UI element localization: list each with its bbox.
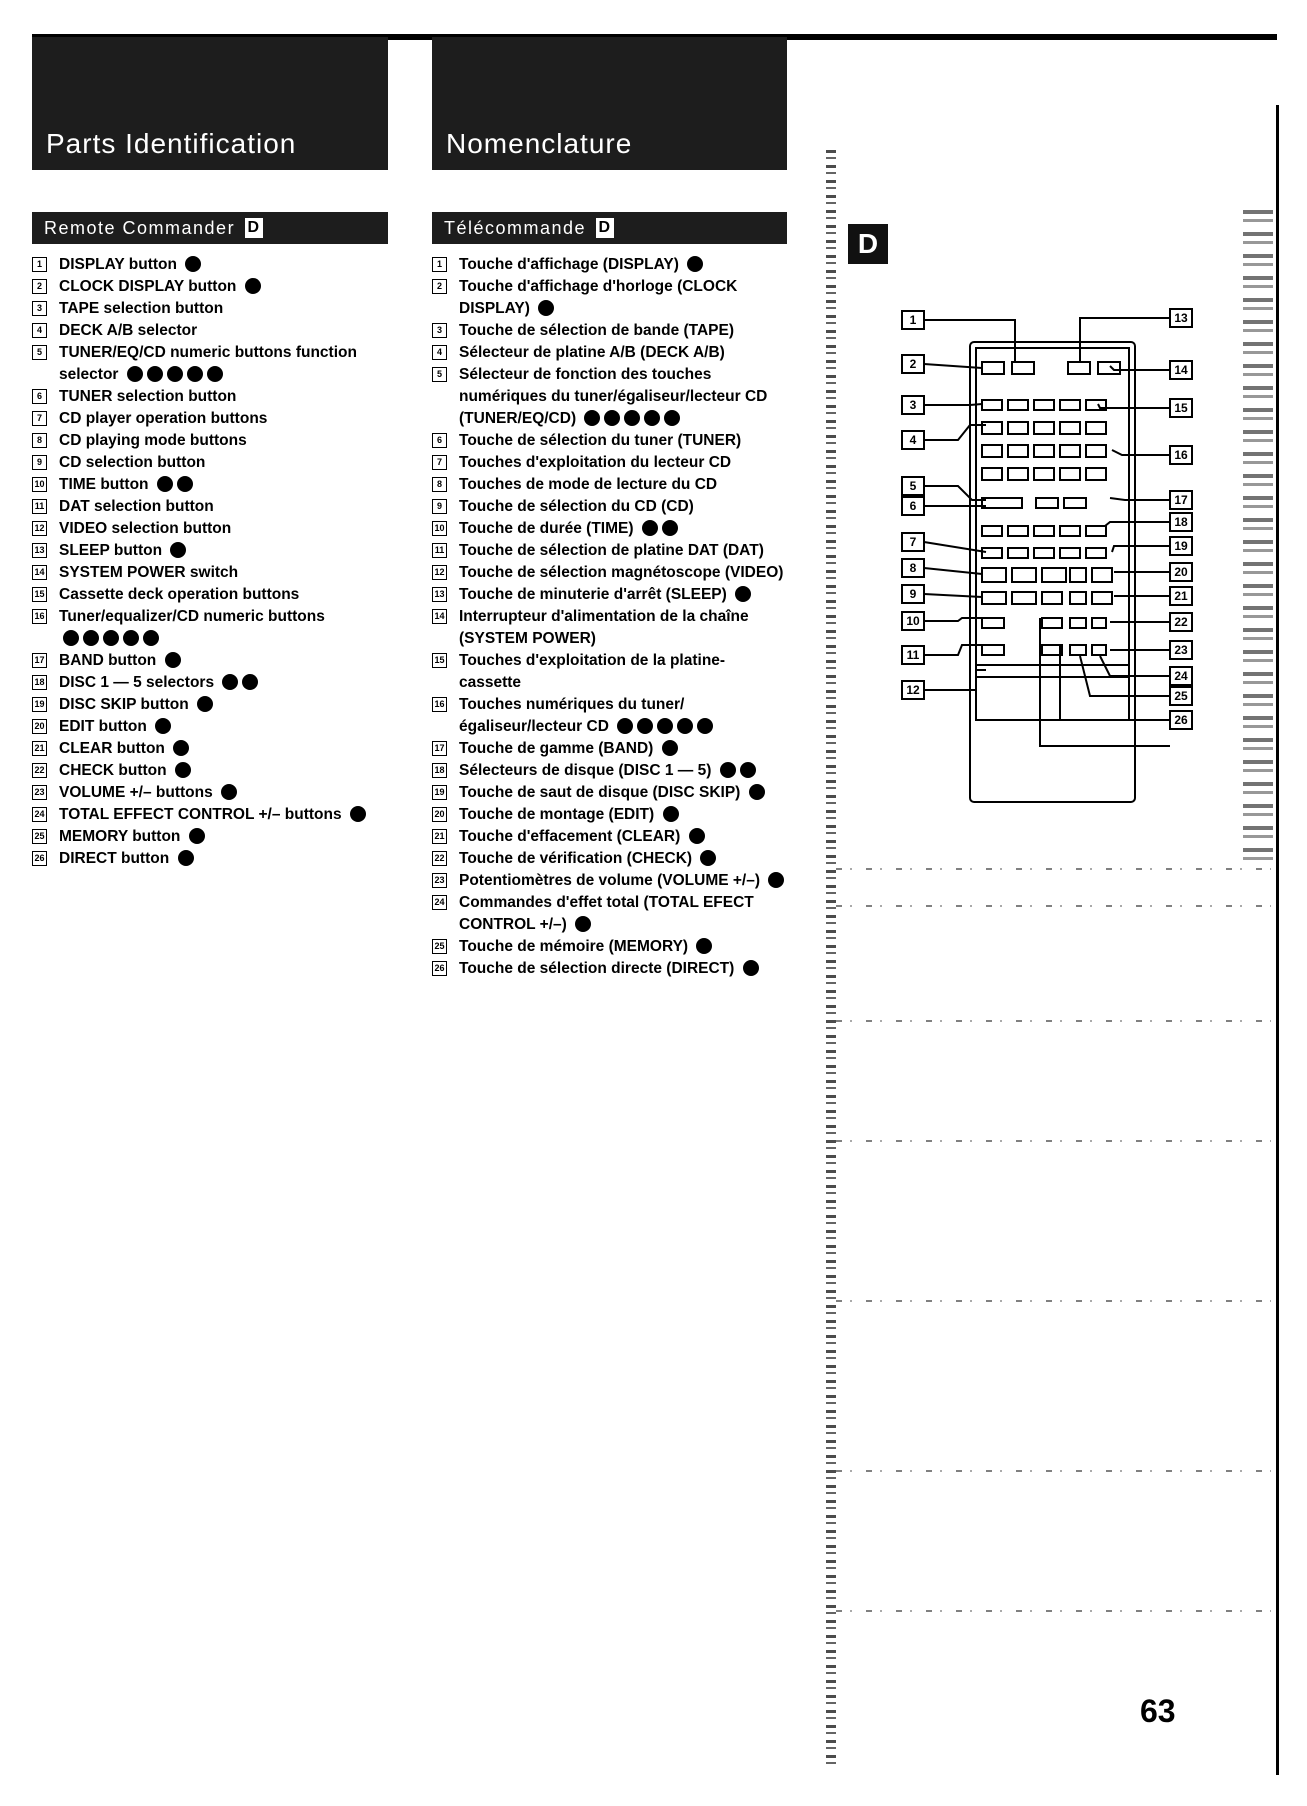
callout-number: 13 — [1174, 311, 1188, 325]
list-item — [432, 430, 787, 452]
english-parts-list — [32, 254, 392, 870]
list-item — [32, 562, 392, 584]
bullet-dot-icon — [735, 586, 751, 602]
item-label: TUNER/EQ/CD numeric buttons function selector — [59, 344, 357, 383]
figure-ref-badge: D — [245, 218, 263, 238]
bullet-dot-icon — [700, 850, 716, 866]
compatibility-dots — [161, 652, 181, 669]
item-number-box: 11 — [432, 543, 447, 558]
item-label: Touche de sélection directe (DIRECT) — [459, 960, 735, 977]
callout-number: 18 — [1174, 515, 1188, 529]
item-label: Cassette deck operation buttons — [59, 586, 300, 603]
page-number: 63 — [1140, 1693, 1176, 1729]
item-number-box: 20 — [32, 719, 47, 734]
scan-noise — [836, 1020, 1271, 1022]
bullet-dot-icon — [584, 410, 600, 426]
item-label: Touche de sélection de platine DAT (DAT) — [459, 542, 764, 559]
list-item — [432, 826, 787, 848]
bullet-dot-icon — [143, 630, 159, 646]
callout-number: 25 — [1174, 689, 1188, 703]
subheading-french — [432, 212, 787, 244]
bullet-dot-icon — [127, 366, 143, 382]
item-label: Potentiomètres de volume (VOLUME +/–) — [459, 872, 761, 889]
item-label: TUNER selection button — [59, 388, 237, 405]
item-label: CD player operation buttons — [59, 410, 268, 427]
item-number-box: 4 — [432, 345, 447, 360]
item-number-box: 10 — [432, 521, 447, 536]
list-item — [432, 474, 787, 496]
item-label: SYSTEM POWER switch — [59, 564, 239, 581]
list-item — [432, 452, 787, 474]
callout-number: 16 — [1174, 448, 1188, 462]
callout-number: 3 — [909, 398, 917, 412]
compatibility-dots — [685, 828, 705, 845]
list-item — [432, 584, 787, 606]
bullet-dot-icon — [720, 762, 736, 778]
item-label: Commandes d'effet total (TOTAL EFECT CONTROL +/–) — [459, 894, 754, 933]
bullet-dot-icon — [157, 476, 173, 492]
list-item — [432, 782, 787, 804]
item-label: Touche de vérification (CHECK) — [459, 850, 693, 867]
bullet-dot-icon — [749, 784, 765, 800]
bullet-dot-icon — [178, 850, 194, 866]
item-number-box: 5 — [432, 367, 447, 382]
bullet-dot-icon — [697, 718, 713, 734]
callout-number: 20 — [1174, 565, 1188, 579]
bullet-dot-icon — [663, 806, 679, 822]
item-number-box: 26 — [32, 851, 47, 866]
item-label: Touche de sélection du tuner (TUNER) — [459, 432, 742, 449]
item-number-box: 8 — [432, 477, 447, 492]
subheading-label-fr: Télécommande — [444, 217, 587, 238]
list-item — [32, 276, 392, 298]
item-label: CHECK button — [59, 762, 167, 779]
bullet-dot-icon — [167, 366, 183, 382]
item-number-box: 2 — [32, 279, 47, 294]
item-number-box: 6 — [432, 433, 447, 448]
item-number-box: 9 — [432, 499, 447, 514]
list-item — [32, 540, 392, 562]
item-number-box: 13 — [432, 587, 447, 602]
list-item — [432, 342, 787, 364]
bullet-dot-icon — [538, 300, 554, 316]
bullet-dot-icon — [740, 762, 756, 778]
bullet-dot-icon — [185, 256, 201, 272]
item-label: Touche de montage (EDIT) — [459, 806, 655, 823]
item-number-box: 21 — [432, 829, 447, 844]
callout-number: 9 — [909, 587, 917, 601]
bullet-dot-icon — [624, 410, 640, 426]
compatibility-dots — [174, 850, 194, 867]
item-number-box: 14 — [32, 565, 47, 580]
callout-number: 22 — [1174, 615, 1188, 629]
item-label: Touche de gamme (BAND) — [459, 740, 654, 757]
callout-number: 5 — [909, 479, 917, 493]
list-item — [32, 606, 392, 650]
item-number-box: 26 — [432, 961, 447, 976]
list-item — [32, 672, 392, 694]
item-number-box: 21 — [32, 741, 47, 756]
list-item — [432, 320, 787, 342]
figure-label: D — [848, 224, 888, 264]
page-title-fr: Nomenclature — [446, 128, 633, 159]
item-label: Touche de saut de disque (DISC SKIP) — [459, 784, 741, 801]
list-item — [432, 650, 787, 694]
item-number-box: 7 — [432, 455, 447, 470]
french-parts-list — [432, 254, 787, 980]
bullet-dot-icon — [221, 784, 237, 800]
bullet-dot-icon — [637, 718, 653, 734]
compatibility-dots — [193, 696, 213, 713]
scan-artifact-left — [826, 150, 836, 1770]
item-label: EDIT button — [59, 718, 147, 735]
compatibility-dots — [217, 784, 237, 801]
compatibility-dots — [59, 630, 159, 647]
item-label: DISC SKIP button — [59, 696, 189, 713]
item-label: CLEAR button — [59, 740, 165, 757]
callout-number: 4 — [909, 433, 917, 447]
bullet-dot-icon — [189, 828, 205, 844]
list-item — [432, 364, 787, 430]
compatibility-dots — [658, 740, 678, 757]
bullet-dot-icon — [175, 762, 191, 778]
list-item — [32, 760, 392, 782]
item-label: Sélecteur de platine A/B (DECK A/B) — [459, 344, 725, 361]
callout-number: 6 — [909, 499, 917, 513]
bullet-dot-icon — [197, 696, 213, 712]
item-number-box: 15 — [32, 587, 47, 602]
item-number-box: 3 — [32, 301, 47, 316]
compatibility-dots — [123, 366, 223, 383]
bullet-dot-icon — [173, 740, 189, 756]
callout-number: 24 — [1174, 669, 1188, 683]
list-item — [432, 936, 787, 958]
item-number-box: 20 — [432, 807, 447, 822]
scan-noise — [836, 868, 1271, 870]
compatibility-dots — [613, 718, 713, 735]
scan-noise — [836, 905, 1271, 907]
item-label: DECK A/B selector — [59, 322, 198, 339]
item-label: Sélecteurs de disque (DISC 1 — 5) — [459, 762, 712, 779]
bullet-dot-icon — [662, 740, 678, 756]
list-item — [32, 650, 392, 672]
item-label: TAPE selection button — [59, 300, 224, 317]
list-item — [32, 496, 392, 518]
compatibility-dots — [692, 938, 712, 955]
list-item — [432, 694, 787, 738]
bullet-dot-icon — [657, 718, 673, 734]
item-number-box: 14 — [432, 609, 447, 624]
bullet-dot-icon — [664, 410, 680, 426]
bullet-dot-icon — [743, 960, 759, 976]
list-item — [32, 408, 392, 430]
bullet-dot-icon — [350, 806, 366, 822]
compatibility-dots — [346, 806, 366, 823]
compatibility-dots — [659, 806, 679, 823]
item-label: TOTAL EFFECT CONTROL +/– buttons — [59, 806, 342, 823]
list-item — [32, 474, 392, 496]
item-label: Touche d'effacement (CLEAR) — [459, 828, 681, 845]
bullet-dot-icon — [170, 542, 186, 558]
callout-number: 19 — [1174, 539, 1188, 553]
list-item — [432, 254, 787, 276]
callout-number: 15 — [1174, 401, 1188, 415]
compatibility-dots — [169, 740, 189, 757]
item-number-box: 6 — [32, 389, 47, 404]
item-number-box: 15 — [432, 653, 447, 668]
compatibility-dots — [181, 256, 201, 273]
item-number-box: 16 — [32, 609, 47, 624]
list-item — [432, 738, 787, 760]
item-number-box: 23 — [432, 873, 447, 888]
compatibility-dots — [153, 476, 193, 493]
item-label: Touche d'affichage (DISPLAY) — [459, 256, 679, 273]
list-item — [32, 782, 392, 804]
bullet-dot-icon — [222, 674, 238, 690]
list-item — [32, 254, 392, 276]
section-title-french — [432, 37, 787, 170]
item-label: MEMORY button — [59, 828, 181, 845]
subheading-english — [32, 212, 388, 244]
list-item — [432, 958, 787, 980]
compatibility-dots — [151, 718, 171, 735]
item-label: Sélecteur de fonction des touches numériques du tuner/égaliseur/lecteur CD (TUNER/EQ/CD) — [459, 366, 768, 427]
item-number-box: 25 — [32, 829, 47, 844]
compatibility-dots — [764, 872, 784, 889]
bullet-dot-icon — [83, 630, 99, 646]
callout-number: 8 — [909, 561, 917, 575]
bullet-dot-icon — [207, 366, 223, 382]
compatibility-dots — [218, 674, 258, 691]
item-label: SLEEP button — [59, 542, 163, 559]
section-title-english — [32, 37, 388, 170]
remote-commander-diagram — [900, 300, 1200, 820]
item-number-box: 8 — [32, 433, 47, 448]
item-label: Touches numériques du tuner/égaliseur/lecteur CD — [459, 696, 685, 735]
compatibility-dots — [739, 960, 759, 977]
list-item — [32, 298, 392, 320]
list-item — [32, 452, 392, 474]
item-number-box: 24 — [432, 895, 447, 910]
compatibility-dots — [185, 828, 205, 845]
bullet-dot-icon — [604, 410, 620, 426]
bullet-dot-icon — [63, 630, 79, 646]
list-item — [32, 848, 392, 870]
callout-number: 2 — [909, 357, 917, 371]
list-item — [32, 826, 392, 848]
list-item — [32, 804, 392, 826]
item-number-box: 10 — [32, 477, 47, 492]
item-label: Touche de sélection de bande (TAPE) — [459, 322, 735, 339]
list-item — [432, 804, 787, 826]
bullet-dot-icon — [696, 938, 712, 954]
callout-number: 17 — [1174, 493, 1188, 507]
item-label: Touche de minuterie d'arrêt (SLEEP) — [459, 586, 727, 603]
bullet-dot-icon — [177, 476, 193, 492]
list-item — [32, 518, 392, 540]
list-item — [432, 276, 787, 320]
item-number-box: 4 — [32, 323, 47, 338]
compatibility-dots — [580, 410, 680, 427]
item-label: Touches de mode de lecture du CD — [459, 476, 718, 493]
list-item — [32, 386, 392, 408]
item-number-box: 12 — [32, 521, 47, 536]
bullet-dot-icon — [677, 718, 693, 734]
scan-edge-line — [1276, 105, 1279, 1775]
compatibility-dots — [716, 762, 756, 779]
item-label: Tuner/equalizer/CD numeric buttons — [59, 608, 325, 625]
compatibility-dots — [638, 520, 678, 537]
bullet-dot-icon — [617, 718, 633, 734]
subheading-label: Remote Commander — [44, 217, 236, 238]
item-label: Touches d'exploitation de la platine-cassette — [459, 652, 726, 691]
compatibility-dots — [166, 542, 186, 559]
item-label: Touche de durée (TIME) — [459, 520, 634, 537]
list-item — [432, 562, 787, 584]
scan-artifact-right — [1243, 210, 1273, 860]
scan-noise — [836, 1140, 1271, 1142]
item-number-box: 18 — [32, 675, 47, 690]
item-label: DAT selection button — [59, 498, 214, 515]
list-item — [432, 606, 787, 650]
list-item — [432, 892, 787, 936]
item-label: VIDEO selection button — [59, 520, 232, 537]
callout-number: 12 — [906, 683, 920, 697]
item-label: VOLUME +/– buttons — [59, 784, 213, 801]
compatibility-dots — [745, 784, 765, 801]
list-item — [432, 848, 787, 870]
callout-number: 14 — [1174, 363, 1188, 377]
bullet-dot-icon — [242, 674, 258, 690]
bullet-dot-icon — [147, 366, 163, 382]
callout-number: 11 — [906, 648, 920, 662]
item-number-box: 22 — [432, 851, 447, 866]
compatibility-dots — [731, 586, 751, 603]
list-item — [432, 540, 787, 562]
bullet-dot-icon — [187, 366, 203, 382]
compatibility-dots — [171, 762, 191, 779]
callout-number: 7 — [909, 535, 917, 549]
list-item — [432, 760, 787, 782]
list-item — [432, 518, 787, 540]
item-label: CLOCK DISPLAY button — [59, 278, 237, 295]
list-item — [32, 430, 392, 452]
item-number-box: 22 — [32, 763, 47, 778]
list-item — [32, 716, 392, 738]
item-label: Touche de sélection du CD (CD) — [459, 498, 694, 515]
list-item — [432, 870, 787, 892]
figure-ref-badge-fr: D — [596, 218, 614, 238]
item-label: Touches d'exploitation du lecteur CD — [459, 454, 732, 471]
bullet-dot-icon — [245, 278, 261, 294]
list-item — [32, 694, 392, 716]
bullet-dot-icon — [103, 630, 119, 646]
item-number-box: 2 — [432, 279, 447, 294]
bullet-dot-icon — [644, 410, 660, 426]
list-item — [32, 342, 392, 386]
item-number-box: 23 — [32, 785, 47, 800]
item-label: CD selection button — [59, 454, 206, 471]
callout-number: 21 — [1174, 589, 1188, 603]
item-number-box: 1 — [32, 257, 47, 272]
item-number-box: 16 — [432, 697, 447, 712]
item-number-box: 17 — [432, 741, 447, 756]
item-label: DIRECT button — [59, 850, 170, 867]
item-number-box: 3 — [432, 323, 447, 338]
item-label: Touche de sélection magnétoscope (VIDEO) — [459, 564, 784, 581]
item-number-box: 17 — [32, 653, 47, 668]
item-label: DISC 1 — 5 selectors — [59, 674, 215, 691]
page-title: Parts Identification — [46, 128, 297, 159]
compatibility-dots — [696, 850, 716, 867]
item-label: CD playing mode buttons — [59, 432, 247, 449]
bullet-dot-icon — [687, 256, 703, 272]
item-label: TIME button — [59, 476, 149, 493]
item-number-box: 5 — [32, 345, 47, 360]
callout-number: 26 — [1174, 713, 1188, 727]
item-label: DISPLAY button — [59, 256, 177, 273]
compatibility-dots — [534, 300, 554, 317]
item-number-box: 24 — [32, 807, 47, 822]
item-number-box: 19 — [32, 697, 47, 712]
scan-noise — [836, 1300, 1271, 1302]
bullet-dot-icon — [768, 872, 784, 888]
item-number-box: 13 — [32, 543, 47, 558]
item-number-box: 12 — [432, 565, 447, 580]
scan-noise — [836, 1610, 1271, 1612]
item-number-box: 18 — [432, 763, 447, 778]
bullet-dot-icon — [155, 718, 171, 734]
item-number-box: 19 — [432, 785, 447, 800]
list-item — [32, 738, 392, 760]
callout-number: 10 — [906, 614, 920, 628]
item-number-box: 25 — [432, 939, 447, 954]
item-label: Touche de mémoire (MEMORY) — [459, 938, 689, 955]
bullet-dot-icon — [575, 916, 591, 932]
bullet-dot-icon — [642, 520, 658, 536]
bullet-dot-icon — [165, 652, 181, 668]
item-number-box: 11 — [32, 499, 47, 514]
item-label: Interrupteur d'alimentation de la chaîne (SYSTEM POWER) — [459, 608, 749, 647]
compatibility-dots — [241, 278, 261, 295]
bullet-dot-icon — [662, 520, 678, 536]
list-item — [32, 320, 392, 342]
callout-number: 1 — [909, 313, 917, 327]
bullet-dot-icon — [689, 828, 705, 844]
item-label: BAND button — [59, 652, 157, 669]
compatibility-dots — [571, 916, 591, 933]
compatibility-dots — [683, 256, 703, 273]
item-number-box: 7 — [32, 411, 47, 426]
item-number-box: 1 — [432, 257, 447, 272]
item-number-box: 9 — [32, 455, 47, 470]
list-item — [32, 584, 392, 606]
bullet-dot-icon — [123, 630, 139, 646]
list-item — [432, 496, 787, 518]
item-label: Touche d'affichage d'horloge (CLOCK DISPLAY) — [459, 278, 738, 317]
scan-noise — [836, 1470, 1271, 1472]
callout-number: 23 — [1174, 643, 1188, 657]
